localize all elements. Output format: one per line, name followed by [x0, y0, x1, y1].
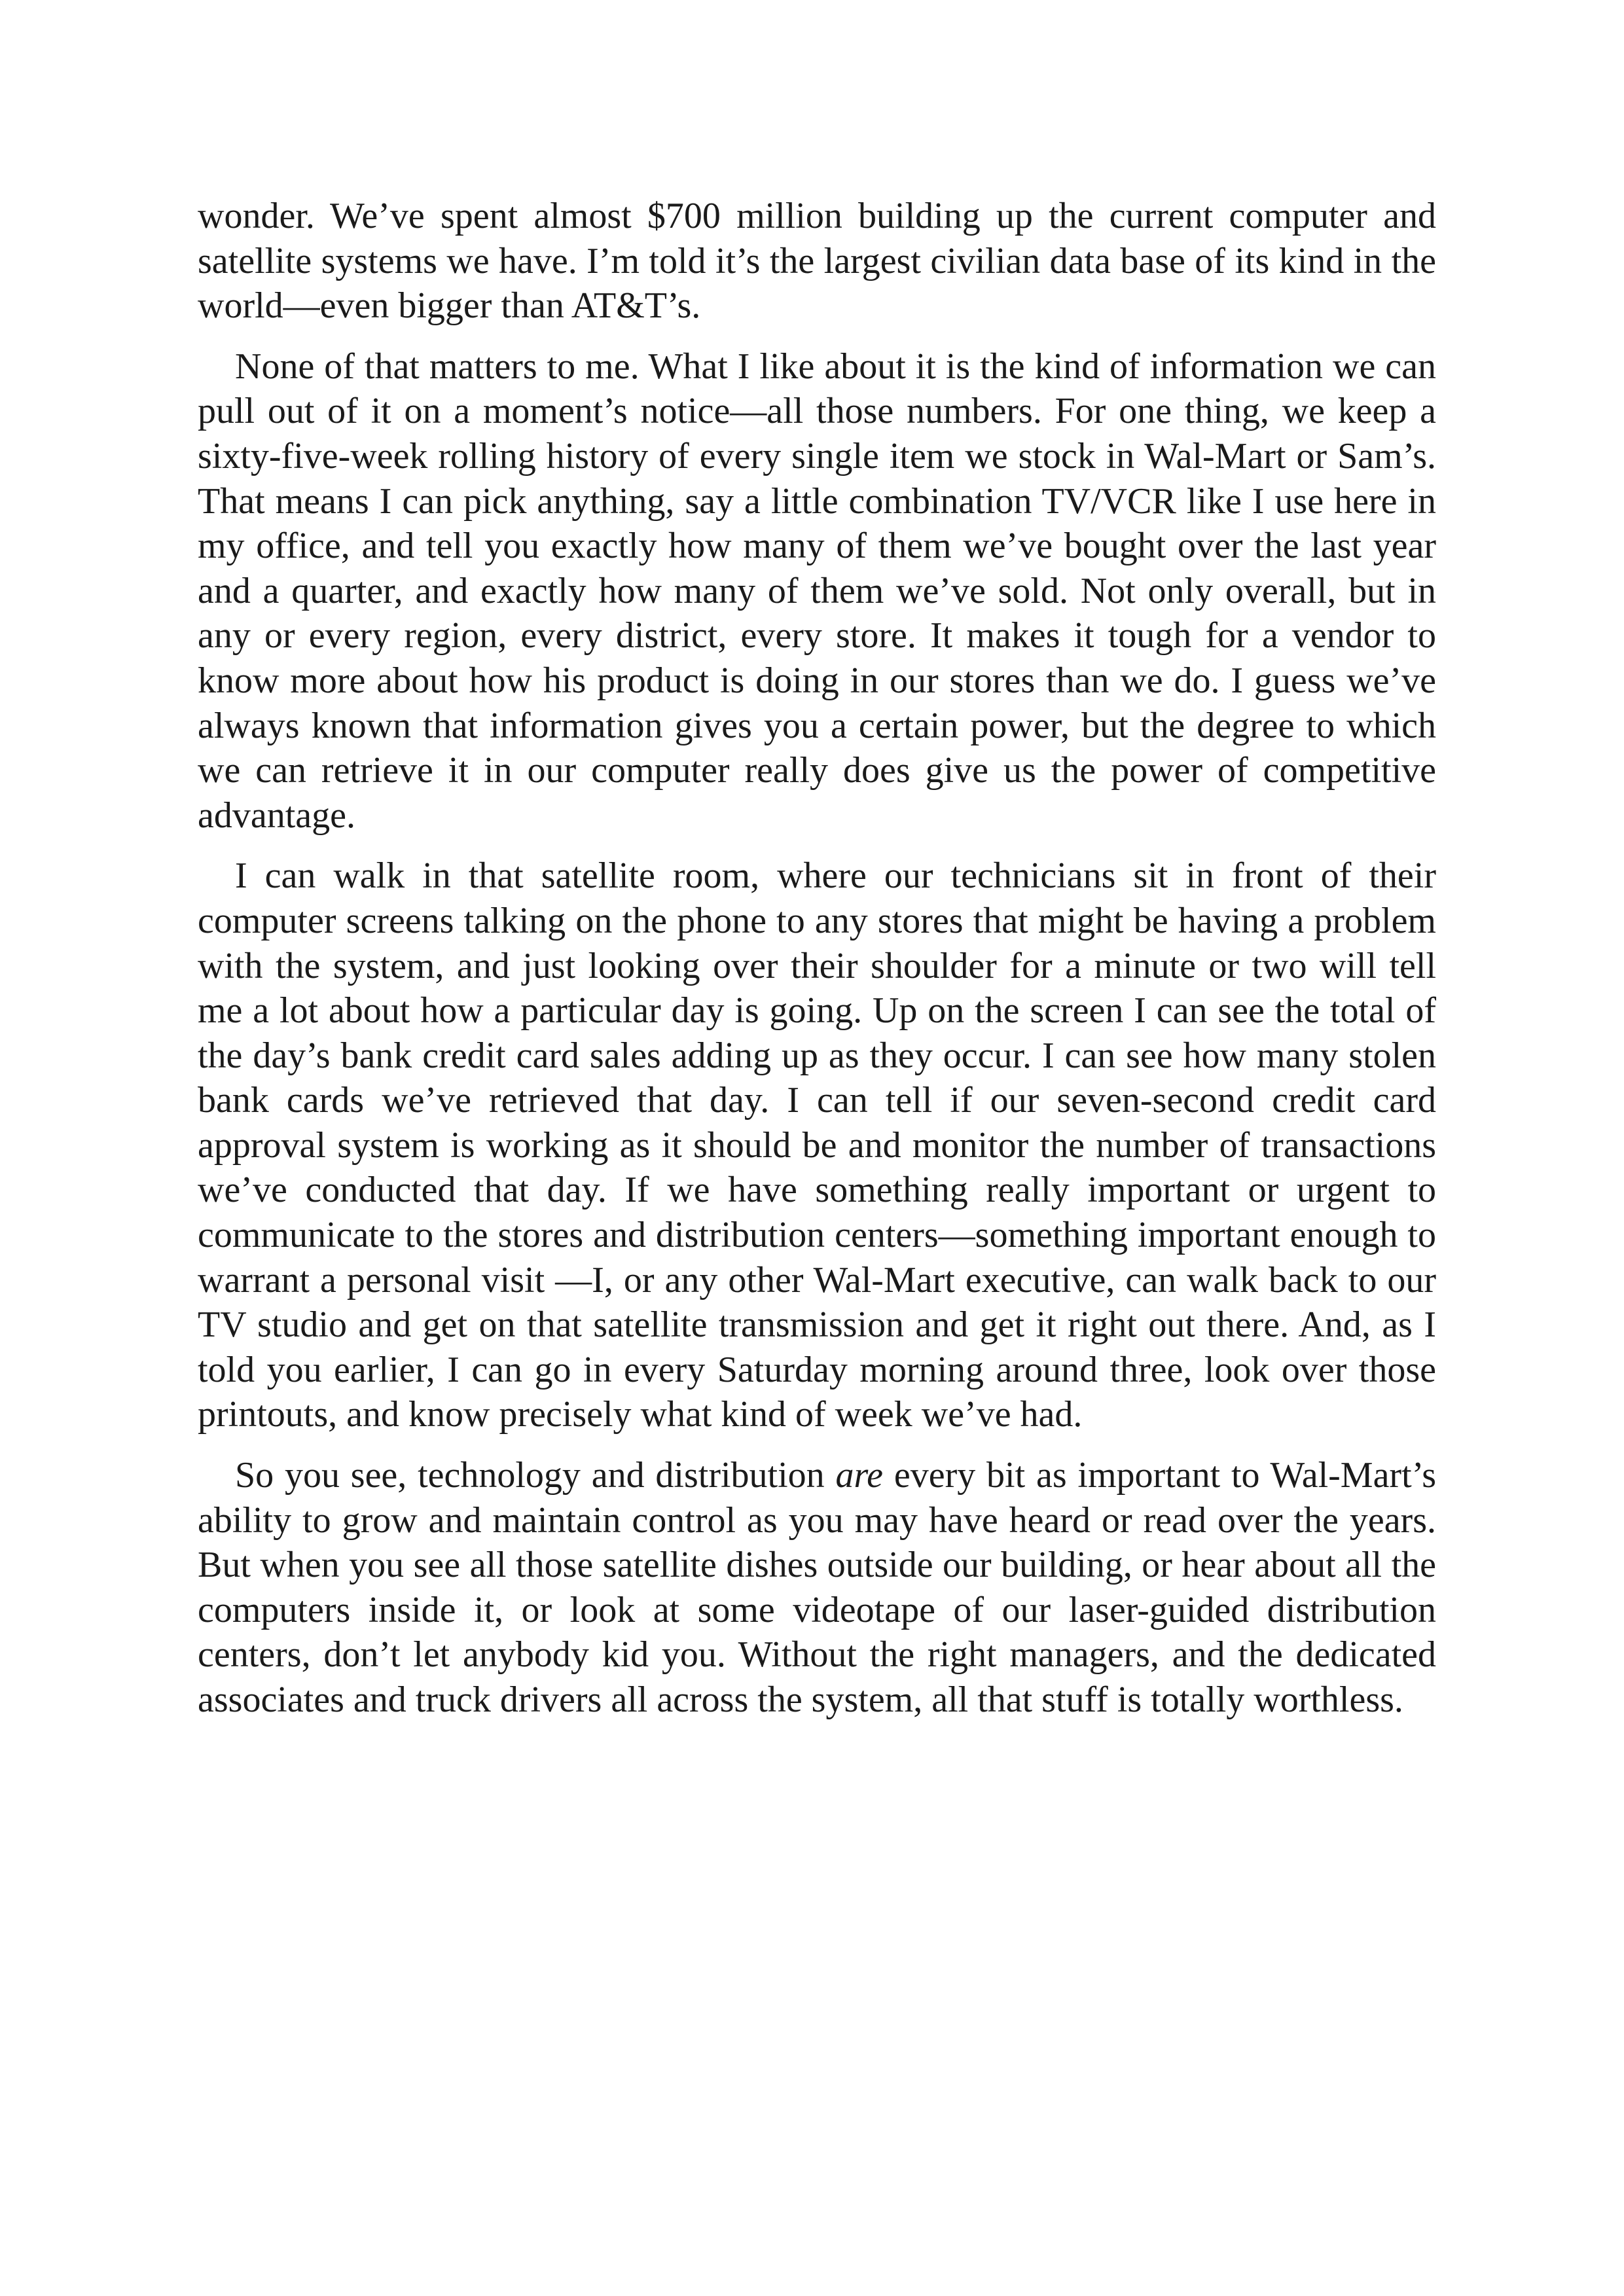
paragraph-4: [198, 1453, 1436, 1723]
paragraph-4-end: every bit as important to Wal-Mart’s ability to grow and maintain control as you may have heard or read over the years. But when you see all those satellite dishes outside our building, or hear about all the computers inside it, or look at some videotape of our laser-guided distribution centers, don’t let anybody kid you. Without the right managers, and the dedicated associates and truck drivers all across the system, all that stuff is totally worthless.: [198, 1455, 1436, 1720]
page-body: [198, 194, 1436, 1723]
paragraph-4-emphasis: are: [835, 1455, 884, 1496]
paragraph-4-start: So you see, technology and distribution: [235, 1455, 836, 1496]
paragraph-3: I can walk in that satellite room, where our technicians sit in front of their computer screens talking on the phone to any stores that might be having a problem with the system, and just looking over their shoulder for a minute or two will tell me a lot about how a particular day is going. Up on the screen I can see the total of the day’s bank credit card sales adding up as they occur. I can see how many stolen bank cards we’ve retrieved that day. I can tell if our seven-second credit card approval system is working as it should be and monitor the number of transactions we’ve conducted that day. If we have something really important or urgent to communicate to the stores and distribution centers—something important enough to warrant a personal visit —I, or any other Wal-Mart executive, can walk back to our TV studio and get on that satellite transmission and get it right out there. And, as I told you earlier, I can go in every Saturday morning around three, look over those printouts, and know precisely what kind of week we’ve had.: [198, 855, 1436, 1435]
paragraph-2: None of that matters to me. What I like about it is the kind of information we can pull out of it on a moment’s notice—all those numbers. For one thing, we keep a sixty-five-week rolling history of every single item we stock in Wal-Mart or Sam’s. That means I can pick anything, say a little combination TV/VCR like I use here in my office, and tell you exactly how many of them we’ve bought over the last year and a quarter, and exactly how many of them we’ve sold. Not only overall, but in any or every region, every district, every store. It makes it tough for a vendor to know more about how his product is doing in our stores than we do. I guess we’ve always known that information gives you a certain power, but the degree to which we can retrieve it in our computer really does give us the power of competitive advantage.: [198, 346, 1436, 836]
paragraph-1: wonder. We’ve spent almost $700 million building up the current computer and satellite systems we have. I’m told it’s the largest civilian data base of its kind in the world—even bigger than AT&T’s.: [198, 196, 1436, 327]
